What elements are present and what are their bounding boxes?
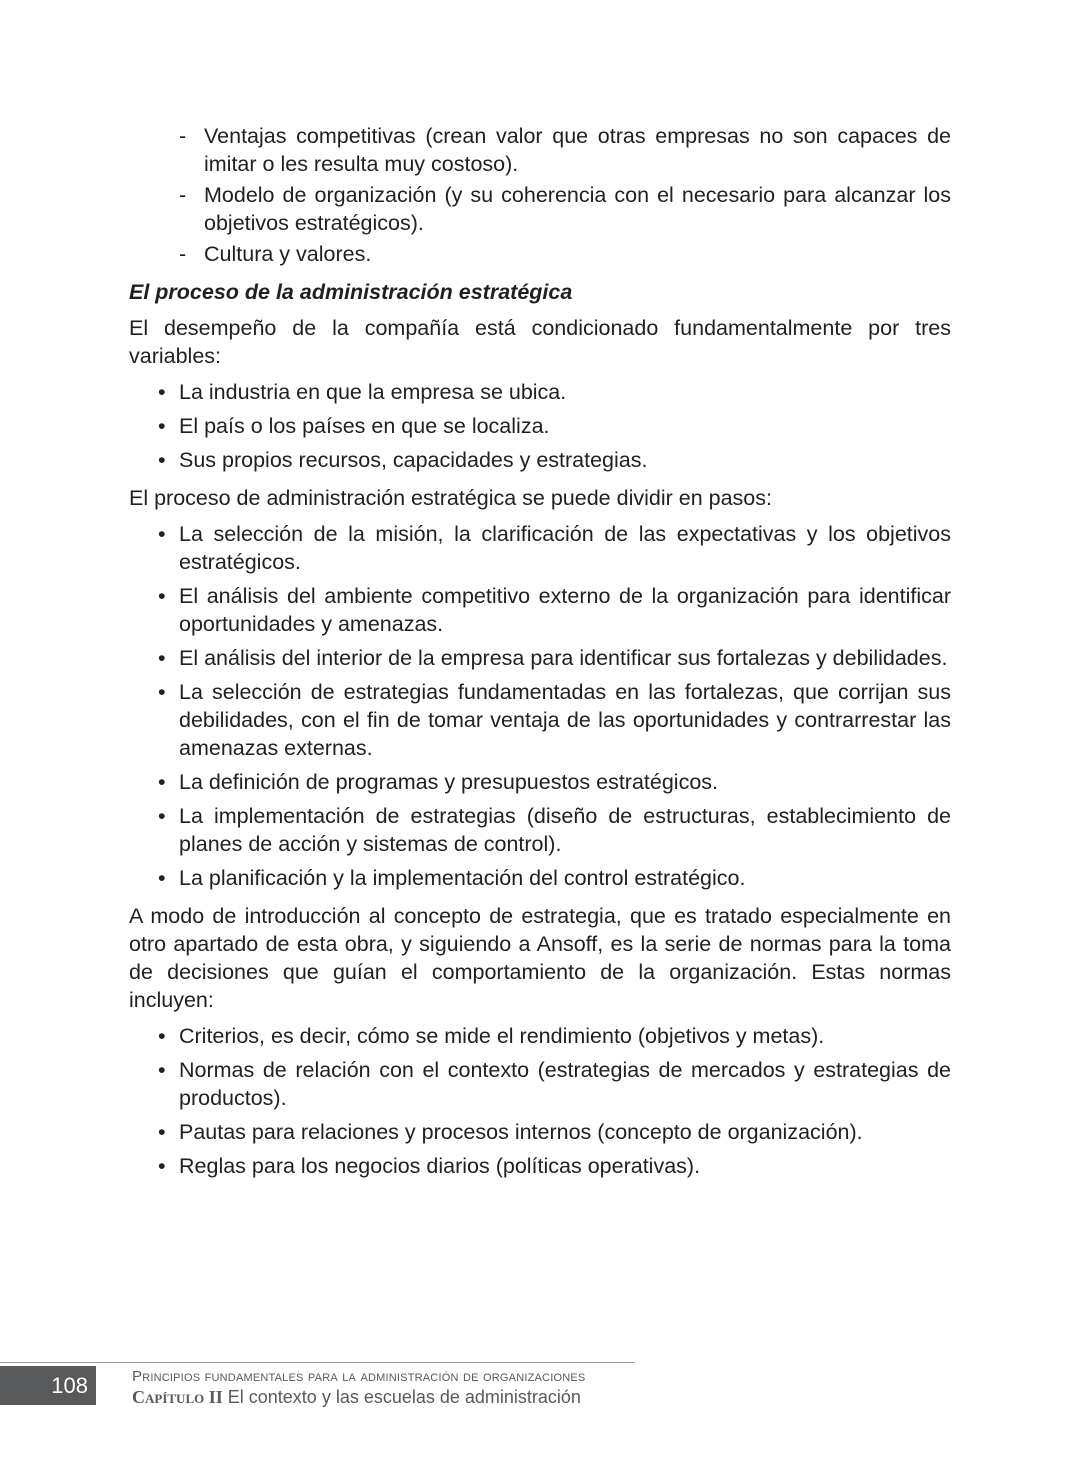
paragraph: A modo de introducción al concepto de estrategia, que es tratado especialmente en otro apartado de esta obra, y siguiendo a Ansoff, es la serie de normas para la toma de decisiones que guían el comportamiento de la organización. Estas normas incluyen: — [129, 904, 951, 1012]
bullet-marker: • — [158, 804, 166, 828]
running-head: Principios fundamentales para la administración de organizaciones — [132, 1368, 586, 1385]
bullet-list-steps — [129, 520, 951, 892]
bullet-list-norms — [129, 1022, 951, 1180]
bullet-marker: • — [158, 770, 166, 794]
list-item: • El análisis del ambiente competitivo externo de la organización para identificar oportunidades y amenazas. — [158, 584, 951, 636]
list-item: • Reglas para los negocios diarios (políticas operativas). — [158, 1154, 701, 1178]
list-item: • Pautas para relaciones y procesos internos (concepto de organización). — [158, 1120, 863, 1144]
bullet-marker: • — [158, 866, 166, 890]
bullet-marker: • — [158, 414, 166, 438]
bullet-marker: • — [158, 1024, 166, 1048]
list-item: • La selección de estrategias fundamentadas en las fortalezas, que corrijan sus debilidades, con el fin de tomar ventaja de las oportunidades y contrarrestar las amenazas externas. — [158, 680, 951, 760]
bullet-marker: • — [158, 1058, 166, 1082]
dash-marker: - — [179, 242, 187, 266]
bullet-marker: • — [158, 1154, 166, 1178]
bullet-marker: • — [158, 1120, 166, 1144]
bullet-marker: • — [158, 380, 166, 404]
list-item: • La implementación de estrategias (diseño de estructuras, establecimiento de planes de acción y sistemas de control). — [158, 804, 951, 856]
bullet-marker: • — [158, 646, 166, 670]
bullet-marker: • — [158, 448, 166, 472]
list-item: • La definición de programas y presupuestos estratégicos. — [158, 770, 719, 794]
dash-marker: - — [179, 124, 187, 148]
paragraph: El desempeño de la compañía está condicionado fundamentalmente por tres variables: — [129, 316, 951, 368]
page-number: 108 — [51, 1373, 88, 1398]
list-item: - Ventajas competitivas (crean valor que otras empresas no son capaces de imitar o les resulta muy costoso). — [179, 124, 951, 176]
bullet-marker: • — [158, 584, 166, 608]
dash-marker: - — [179, 183, 187, 207]
bullet-marker: • — [158, 522, 166, 546]
bullet-marker: • — [158, 680, 166, 704]
list-item: • Sus propios recursos, capacidades y estrategias. — [158, 448, 648, 472]
bullet-list-variables — [129, 378, 951, 474]
list-item: - Modelo de organización (y su coherencia con el necesario para alcanzar los objetivos estratégicos). — [179, 183, 951, 235]
list-item: • Criterios, es decir, cómo se mide el rendimiento (objetivos y metas). — [158, 1024, 825, 1048]
chapter-line — [132, 1386, 581, 1408]
dash-list — [129, 122, 951, 268]
paragraph: El proceso de administración estratégica se puede dividir en pasos: — [129, 486, 772, 510]
footer-divider — [0, 1362, 635, 1363]
list-item: • El análisis del interior de la empresa para identificar sus fortalezas y debilidades. — [158, 646, 948, 670]
list-item: • La selección de la misión, la clarificación de las expectativas y los objetivos estratégicos. — [158, 522, 951, 574]
list-item: • La planificación y la implementación del control estratégico. — [158, 866, 746, 890]
list-item: • Normas de relación con el contexto (estrategias de mercados y estrategias de productos). — [158, 1058, 951, 1110]
page-number-box — [0, 1366, 96, 1405]
chapter-label: Capítulo II — [132, 1387, 223, 1407]
page-body — [129, 122, 951, 1190]
list-item: - Cultura y valores. — [179, 242, 372, 266]
chapter-title: El contexto y las escuelas de administración — [227, 1387, 581, 1407]
section-heading: El proceso de la administración estratégica — [129, 280, 573, 304]
list-item: • La industria en que la empresa se ubica. — [158, 380, 567, 404]
list-item: • El país o los países en que se localiza. — [158, 414, 550, 438]
